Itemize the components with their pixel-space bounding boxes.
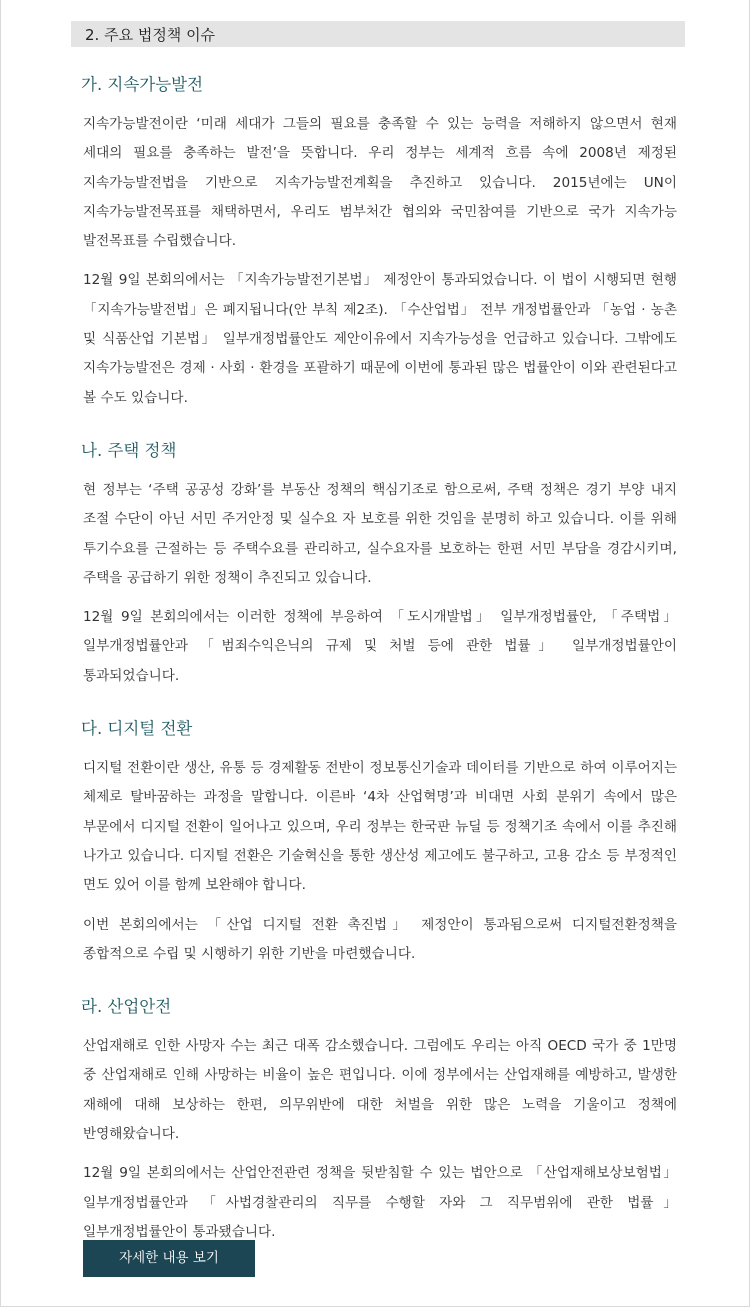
subsection-heading: 가. 지속가능발전 [81, 75, 204, 94]
paragraph: 지속가능발전이란 ‘미래 세대가 그들의 필요를 충족할 수 있는 능력을 저해하지 않으면서 현재 세대의 필요를 충족하는 발전’을 뜻합니다. 우리 정부는 세계적 흐름 속에 2008년 제정된 지속가능발전법을 기반으로 지속가능발전계획을 추진하고 있습니다. 2015년에는 UN이 지속가능발전목표를 채택하면서, 우리도 범부처간 협의와 국민참여를 기반으로 국가 지속가능 발전목표를 수립했습니다. [83, 116, 677, 250]
subsection-heading: 다. 디지털 전환 [81, 719, 193, 739]
subsection-heading: 나. 주택 정책 [81, 440, 177, 460]
paragraph: 현 정부는 ‘주택 공공성 강화’를 부동산 정책의 핵심기조로 함으로써, 주택 정책은 경기 부양 내지 조절 수단이 아닌 서민 주거안정 및 실수요 자 보호를 위한 것임을 분명히 하고 있습니다. 이를 위해 투기수요를 근절하는 등 주택수요를 관리하고, 실수요자를 보호하는 한편 서민 부담을 경감시키며, 주택을 공급하기 위한 정책이 추진되고 있습니다. [83, 481, 677, 586]
article-content [83, 72, 677, 1247]
subsection-housing-policy [83, 438, 677, 691]
paragraph: 12월 9일 본회의에서는 「지속가능발전기본법」 제정안이 통과되었습니다. 이 법이 시행되면 현행 「지속가능발전법」은 폐지됩니다(안 부칙 제2조). 「수산업법」 전부 개정법률안과 「농업 · 농촌 및 식품산업 기본법」 일부개정법률안도 제안이유에서 지속가능성을 언급하고 있습니다. 그밖에도 지속가능발전은 경제 · 사회 · 환경을 포괄하기 때문에 이번에 통과된 많은 법률안이 이와 관련된다고 볼 수도 있습니다. [83, 272, 677, 406]
paragraph: 산업재해로 인한 사망자 수는 최근 대폭 감소했습니다. 그럼에도 우리는 아직 OECD 국가 중 1만명 중 산업재해로 인해 사망하는 비율이 높은 편입니다. 이에 정부에서는 산업재해를 예방하고, 발생한 재해에 대해 보상하는 한편, 의무위반에 대한 처벌을 위한 많은 노력을 기울이고 정책에 반영해왔습니다. [83, 1038, 677, 1143]
subsection-sustainable-development [83, 72, 677, 413]
section-title-bar [71, 21, 685, 47]
subsection-digital-transformation [83, 716, 677, 969]
section-title: 2. 주요 법정책 이슈 [85, 26, 216, 44]
paragraph: 12월 9일 본회의에서는 산업안전관련 정책을 뒷받침할 수 있는 법안으로 「산업재해보상보험법」 일부개정법률안과 「사법경찰관리의 직무를 수행할 자와 그 직무범위에 관한 법률」 일부개정법률안이 통과됐습니다. [83, 1165, 677, 1240]
view-details-button[interactable]: 자세한 내용 보기 [83, 1240, 255, 1277]
subsection-heading: 라. 산업안전 [81, 997, 172, 1017]
subsection-industrial-safety [83, 994, 677, 1247]
paragraph: 12월 9일 본회의에서는 이러한 정책에 부응하여 「도시개발법」 일부개정법률안, 「주택법」 일부개정법률안과 「범죄수익은닉의 규제 및 처벌 등에 관한 법률」 일부개정법률안이 통과되었습니다. [83, 609, 677, 684]
paragraph: 디지털 전환이란 생산, 유통 등 경제활동 전반이 정보통신기술과 데이터를 기반으로 하여 이루어지는 체제로 탈바꿈하는 과정을 말합니다. 이른바 ‘4차 산업혁명’과 비대면 사회 분위기 속에서 많은 부문에서 디지털 전환이 일어나고 있으며, 우리 정부는 한국판 뉴딜 등 정책기조 속에서 이를 추진해 나가고 있습니다. 디지털 전환은 기술혁신을 통한 생산성 제고에도 불구하고, 고용 감소 등 부정적인 면도 있어 이를 함께 보완해야 합니다. [83, 760, 677, 894]
paragraph: 이번 본회의에서는 「산업 디지털 전환 촉진법」 제정안이 통과됨으로써 디지털전환정책을 종합적으로 수립 및 시행하기 위한 기반을 마련했습니다. [83, 916, 677, 962]
